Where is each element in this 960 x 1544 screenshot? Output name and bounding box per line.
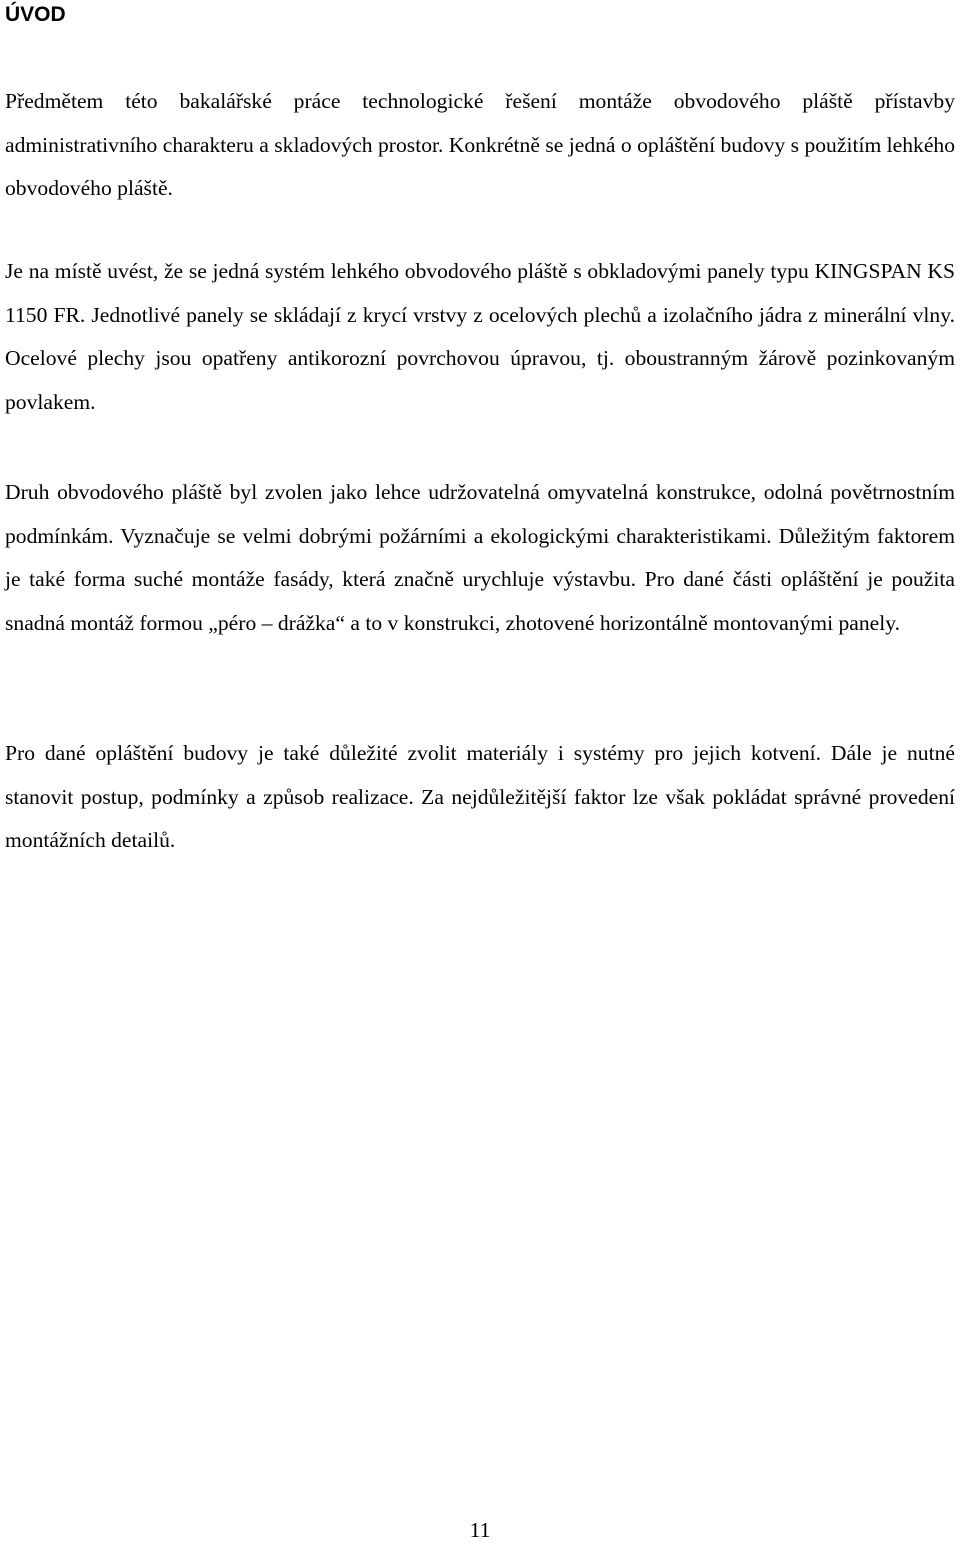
paragraph-system: Je na místě uvést, že se jedná systém lehkého obvodového pláště s obkladovými panely typu KINGSPAN KS 1150 FR. Jednotlivé panely se skládají z krycí vrstvy z ocelových plechů a izolačního jádra z minerální vlny. Ocelové plechy jsou opatřeny antikorozní povrchovou úpravou, tj. oboustranným žárově pozinkovaným povlakem. [5, 259, 955, 414]
paragraph-anchoring: Pro dané opláštění budovy je také důležité zvolit materiály i systémy pro jejich kotvení. Dále je nutné stanovit postup, podmínky a způsob realizace. Za nejdůležitější faktor lze však pokládat správné provedení montážních detailů. [5, 741, 955, 852]
paragraph-intro: Předmětem této bakalářské práce technologické řešení montáže obvodového pláště přístavby administrativního charakteru a skladových prostor. Konkrétně se jedná o opláštění budovy s použitím lehkého obvodového pláště. [5, 89, 955, 200]
paragraph-choice: Druh obvodového pláště byl zvolen jako lehce udržovatelná omyvatelná konstrukce, odolná povětrnostním podmínkám. Vyznačuje se velmi dobrými požárními a ekologickými charakteristikami. Důležitým faktorem je také forma suché montáže fasády, která značně urychluje výstavbu. Pro dané části opláštění je použita snadná montáž formou „péro – drážka“ a to v konstrukci, zhotovené horizontálně montovanými panely. [5, 480, 955, 635]
section-heading: ÚVOD [5, 3, 66, 26]
page-number: 11 [469, 1518, 491, 1542]
